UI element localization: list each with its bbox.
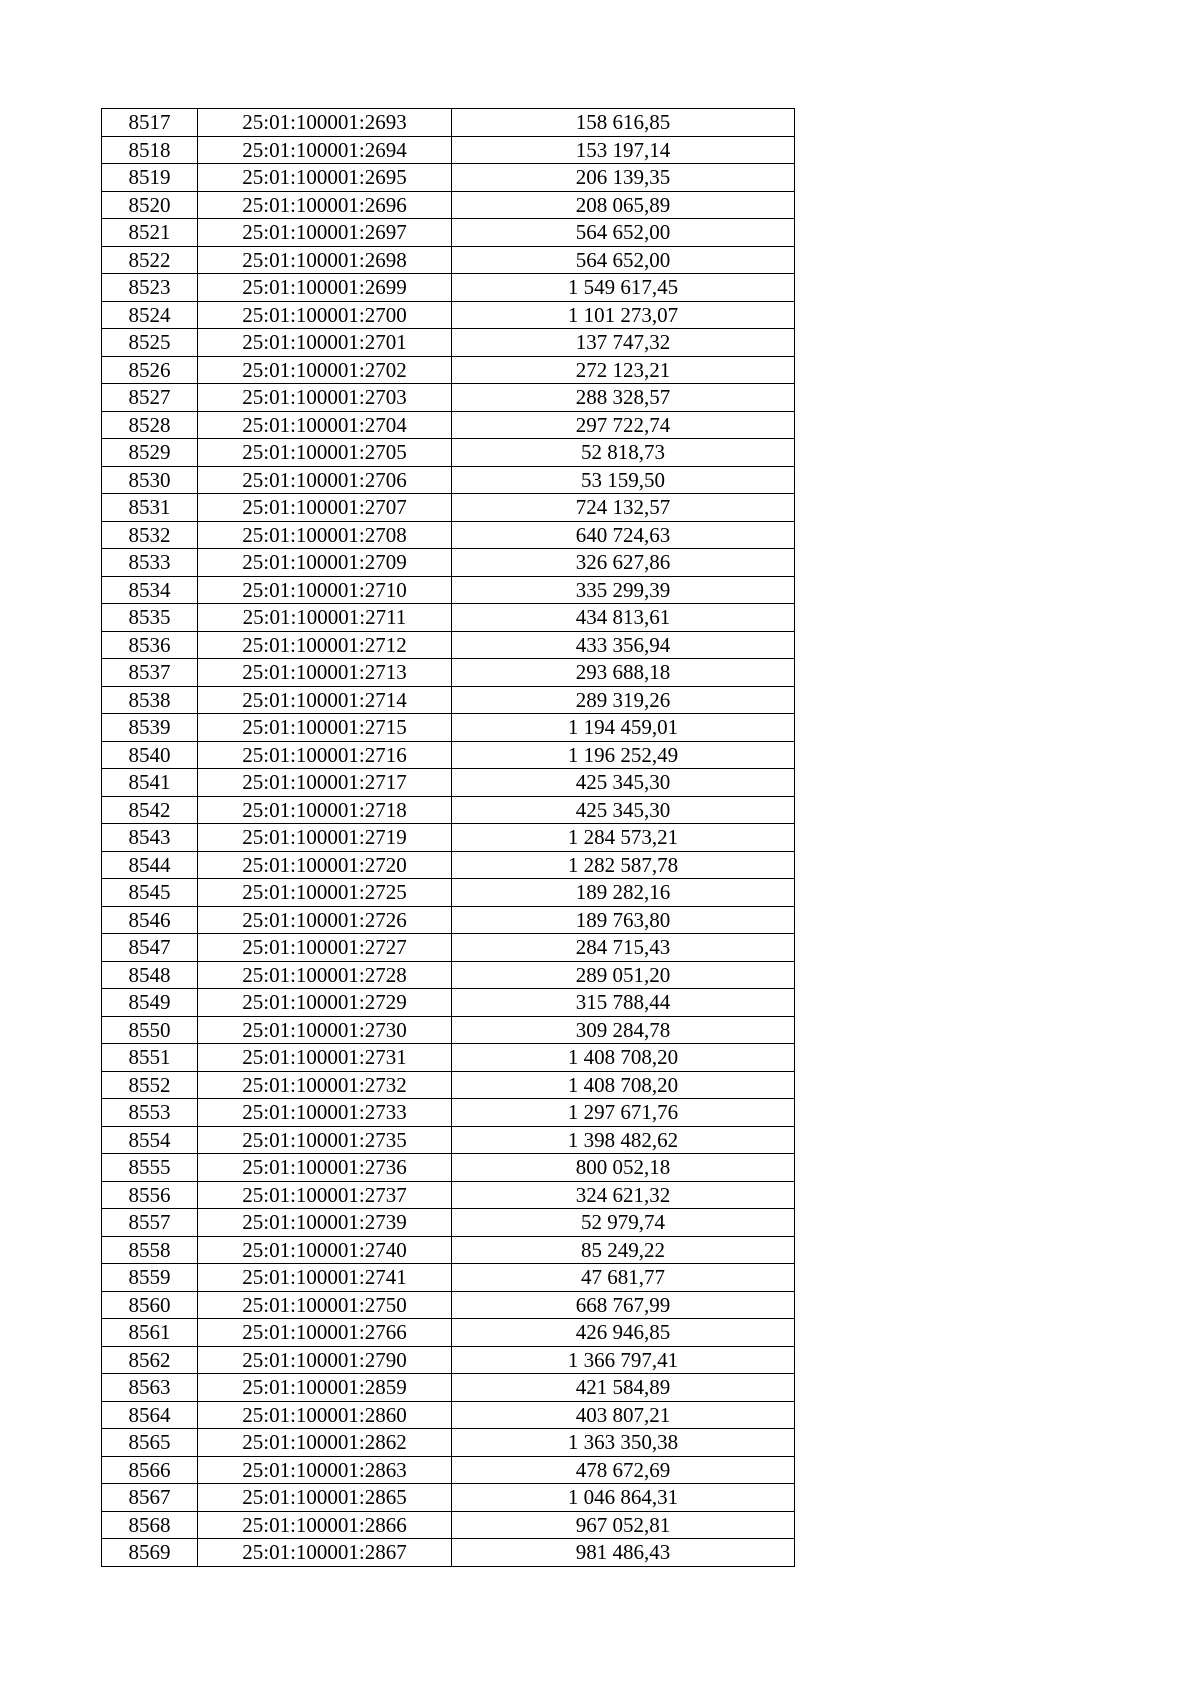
cadastral-number-cell: 25:01:100001:2750: [198, 1291, 452, 1319]
cadastral-number-cell: 25:01:100001:2866: [198, 1511, 452, 1539]
cadastral-number-cell: 25:01:100001:2790: [198, 1346, 452, 1374]
cadastral-number-cell: 25:01:100001:2720: [198, 851, 452, 879]
row-number-cell: 8547: [102, 934, 198, 962]
cadastral-value-cell: 309 284,78: [452, 1016, 795, 1044]
cadastral-number-cell: 25:01:100001:2728: [198, 961, 452, 989]
row-number-cell: 8568: [102, 1511, 198, 1539]
cadastral-number-cell: 25:01:100001:2706: [198, 466, 452, 494]
table-row: [102, 549, 795, 577]
cadastral-number-cell: 25:01:100001:2697: [198, 219, 452, 247]
row-number-cell: 8538: [102, 686, 198, 714]
row-number-cell: 8537: [102, 659, 198, 687]
cadastral-number-cell: 25:01:100001:2702: [198, 356, 452, 384]
row-number-cell: 8523: [102, 274, 198, 302]
table-row: [102, 1456, 795, 1484]
row-number-cell: 8555: [102, 1154, 198, 1182]
cadastral-value-cell: 293 688,18: [452, 659, 795, 687]
cadastral-value-cell: 403 807,21: [452, 1401, 795, 1429]
cadastral-value-cell: 564 652,00: [452, 246, 795, 274]
cadastral-value-table: [101, 108, 795, 1567]
row-number-cell: 8518: [102, 136, 198, 164]
cadastral-number-cell: 25:01:100001:2726: [198, 906, 452, 934]
cadastral-value-cell: 206 139,35: [452, 164, 795, 192]
row-number-cell: 8517: [102, 109, 198, 137]
row-number-cell: 8543: [102, 824, 198, 852]
cadastral-number-cell: 25:01:100001:2731: [198, 1044, 452, 1072]
row-number-cell: 8520: [102, 191, 198, 219]
table-row: [102, 411, 795, 439]
table-row: [102, 191, 795, 219]
cadastral-value-cell: 208 065,89: [452, 191, 795, 219]
row-number-cell: 8532: [102, 521, 198, 549]
cadastral-number-cell: 25:01:100001:2865: [198, 1484, 452, 1512]
cadastral-value-cell: 1 284 573,21: [452, 824, 795, 852]
cadastral-number-cell: 25:01:100001:2859: [198, 1374, 452, 1402]
cadastral-value-cell: 564 652,00: [452, 219, 795, 247]
cadastral-number-cell: 25:01:100001:2732: [198, 1071, 452, 1099]
table-row: [102, 219, 795, 247]
table-row: [102, 879, 795, 907]
cadastral-value-cell: 1 366 797,41: [452, 1346, 795, 1374]
table-row: [102, 136, 795, 164]
cadastral-value-cell: 1 549 617,45: [452, 274, 795, 302]
cadastral-number-cell: 25:01:100001:2710: [198, 576, 452, 604]
table-row: [102, 1264, 795, 1292]
table-row: [102, 989, 795, 1017]
row-number-cell: 8519: [102, 164, 198, 192]
cadastral-number-cell: 25:01:100001:2860: [198, 1401, 452, 1429]
table-row: [102, 301, 795, 329]
table-row: [102, 604, 795, 632]
row-number-cell: 8548: [102, 961, 198, 989]
cadastral-number-cell: 25:01:100001:2716: [198, 741, 452, 769]
cadastral-value-cell: 1 398 482,62: [452, 1126, 795, 1154]
row-number-cell: 8541: [102, 769, 198, 797]
table-row: [102, 714, 795, 742]
cadastral-value-cell: 640 724,63: [452, 521, 795, 549]
cadastral-number-cell: 25:01:100001:2766: [198, 1319, 452, 1347]
cadastral-number-cell: 25:01:100001:2736: [198, 1154, 452, 1182]
cadastral-value-cell: 137 747,32: [452, 329, 795, 357]
table-row: [102, 1401, 795, 1429]
cadastral-number-cell: 25:01:100001:2701: [198, 329, 452, 357]
cadastral-value-cell: 1 408 708,20: [452, 1071, 795, 1099]
row-number-cell: 8533: [102, 549, 198, 577]
row-number-cell: 8562: [102, 1346, 198, 1374]
table-row: [102, 164, 795, 192]
cadastral-value-cell: 478 672,69: [452, 1456, 795, 1484]
cadastral-number-cell: 25:01:100001:2713: [198, 659, 452, 687]
row-number-cell: 8525: [102, 329, 198, 357]
cadastral-number-cell: 25:01:100001:2695: [198, 164, 452, 192]
row-number-cell: 8534: [102, 576, 198, 604]
cadastral-number-cell: 25:01:100001:2703: [198, 384, 452, 412]
cadastral-value-cell: 189 282,16: [452, 879, 795, 907]
cadastral-value-cell: 1 297 671,76: [452, 1099, 795, 1127]
table-row: [102, 686, 795, 714]
table-row: [102, 906, 795, 934]
table-row: [102, 961, 795, 989]
row-number-cell: 8557: [102, 1209, 198, 1237]
table-row: [102, 934, 795, 962]
row-number-cell: 8546: [102, 906, 198, 934]
cadastral-number-cell: 25:01:100001:2863: [198, 1456, 452, 1484]
row-number-cell: 8545: [102, 879, 198, 907]
row-number-cell: 8569: [102, 1539, 198, 1567]
row-number-cell: 8565: [102, 1429, 198, 1457]
table-row: [102, 1016, 795, 1044]
row-number-cell: 8556: [102, 1181, 198, 1209]
row-number-cell: 8529: [102, 439, 198, 467]
cadastral-number-cell: 25:01:100001:2712: [198, 631, 452, 659]
table-row: [102, 1374, 795, 1402]
row-number-cell: 8561: [102, 1319, 198, 1347]
table-row: [102, 576, 795, 604]
table-row: [102, 1511, 795, 1539]
table-row: [102, 1484, 795, 1512]
cadastral-value-cell: 1 194 459,01: [452, 714, 795, 742]
cadastral-number-cell: 25:01:100001:2698: [198, 246, 452, 274]
row-number-cell: 8522: [102, 246, 198, 274]
cadastral-value-cell: 335 299,39: [452, 576, 795, 604]
cadastral-value-cell: 289 319,26: [452, 686, 795, 714]
table-row: [102, 1044, 795, 1072]
table-row: [102, 796, 795, 824]
cadastral-number-cell: 25:01:100001:2740: [198, 1236, 452, 1264]
cadastral-number-cell: 25:01:100001:2741: [198, 1264, 452, 1292]
row-number-cell: 8524: [102, 301, 198, 329]
cadastral-number-cell: 25:01:100001:2719: [198, 824, 452, 852]
table-row: [102, 769, 795, 797]
cadastral-number-cell: 25:01:100001:2700: [198, 301, 452, 329]
cadastral-number-cell: 25:01:100001:2707: [198, 494, 452, 522]
cadastral-number-cell: 25:01:100001:2739: [198, 1209, 452, 1237]
cadastral-value-cell: 289 051,20: [452, 961, 795, 989]
cadastral-number-cell: 25:01:100001:2717: [198, 769, 452, 797]
cadastral-value-cell: 800 052,18: [452, 1154, 795, 1182]
row-number-cell: 8559: [102, 1264, 198, 1292]
row-number-cell: 8566: [102, 1456, 198, 1484]
cadastral-number-cell: 25:01:100001:2715: [198, 714, 452, 742]
cadastral-value-cell: 189 763,80: [452, 906, 795, 934]
cadastral-value-cell: 1 046 864,31: [452, 1484, 795, 1512]
row-number-cell: 8539: [102, 714, 198, 742]
table-row: [102, 1539, 795, 1567]
cadastral-value-cell: 52 979,74: [452, 1209, 795, 1237]
row-number-cell: 8552: [102, 1071, 198, 1099]
row-number-cell: 8542: [102, 796, 198, 824]
cadastral-value-cell: 324 621,32: [452, 1181, 795, 1209]
cadastral-value-cell: 272 123,21: [452, 356, 795, 384]
row-number-cell: 8535: [102, 604, 198, 632]
cadastral-value-cell: 668 767,99: [452, 1291, 795, 1319]
row-number-cell: 8527: [102, 384, 198, 412]
cadastral-number-cell: 25:01:100001:2693: [198, 109, 452, 137]
row-number-cell: 8531: [102, 494, 198, 522]
cadastral-value-cell: 153 197,14: [452, 136, 795, 164]
table-row: [102, 329, 795, 357]
cadastral-value-cell: 47 681,77: [452, 1264, 795, 1292]
cadastral-number-cell: 25:01:100001:2704: [198, 411, 452, 439]
table-row: [102, 356, 795, 384]
table-row: [102, 1236, 795, 1264]
cadastral-value-cell: 53 159,50: [452, 466, 795, 494]
cadastral-value-cell: 434 813,61: [452, 604, 795, 632]
cadastral-number-cell: 25:01:100001:2727: [198, 934, 452, 962]
table-row: [102, 1319, 795, 1347]
table-row: [102, 521, 795, 549]
table-row: [102, 1291, 795, 1319]
cadastral-value-cell: 326 627,86: [452, 549, 795, 577]
cadastral-value-cell: 1 282 587,78: [452, 851, 795, 879]
table-row: [102, 439, 795, 467]
table-row: [102, 1429, 795, 1457]
table-row: [102, 1154, 795, 1182]
cadastral-value-cell: 284 715,43: [452, 934, 795, 962]
table-row: [102, 494, 795, 522]
row-number-cell: 8549: [102, 989, 198, 1017]
row-number-cell: 8530: [102, 466, 198, 494]
table-row: [102, 109, 795, 137]
row-number-cell: 8563: [102, 1374, 198, 1402]
cadastral-value-cell: 1 363 350,38: [452, 1429, 795, 1457]
cadastral-value-cell: 981 486,43: [452, 1539, 795, 1567]
cadastral-number-cell: 25:01:100001:2714: [198, 686, 452, 714]
cadastral-number-cell: 25:01:100001:2705: [198, 439, 452, 467]
row-number-cell: 8558: [102, 1236, 198, 1264]
row-number-cell: 8521: [102, 219, 198, 247]
row-number-cell: 8526: [102, 356, 198, 384]
table-row: [102, 1209, 795, 1237]
cadastral-value-cell: 52 818,73: [452, 439, 795, 467]
cadastral-number-cell: 25:01:100001:2735: [198, 1126, 452, 1154]
cadastral-value-cell: 1 408 708,20: [452, 1044, 795, 1072]
cadastral-number-cell: 25:01:100001:2867: [198, 1539, 452, 1567]
row-number-cell: 8553: [102, 1099, 198, 1127]
cadastral-value-cell: 297 722,74: [452, 411, 795, 439]
row-number-cell: 8528: [102, 411, 198, 439]
row-number-cell: 8564: [102, 1401, 198, 1429]
table-row: [102, 1346, 795, 1374]
cadastral-value-cell: 158 616,85: [452, 109, 795, 137]
row-number-cell: 8551: [102, 1044, 198, 1072]
cadastral-number-cell: 25:01:100001:2725: [198, 879, 452, 907]
cadastral-number-cell: 25:01:100001:2709: [198, 549, 452, 577]
table-row: [102, 659, 795, 687]
cadastral-number-cell: 25:01:100001:2708: [198, 521, 452, 549]
cadastral-number-cell: 25:01:100001:2711: [198, 604, 452, 632]
row-number-cell: 8550: [102, 1016, 198, 1044]
table-row: [102, 631, 795, 659]
table-row: [102, 1099, 795, 1127]
cadastral-number-cell: 25:01:100001:2730: [198, 1016, 452, 1044]
cadastral-number-cell: 25:01:100001:2862: [198, 1429, 452, 1457]
table-row: [102, 851, 795, 879]
row-number-cell: 8540: [102, 741, 198, 769]
cadastral-value-cell: 85 249,22: [452, 1236, 795, 1264]
table-row: [102, 824, 795, 852]
row-number-cell: 8567: [102, 1484, 198, 1512]
cadastral-number-cell: 25:01:100001:2694: [198, 136, 452, 164]
cadastral-number-cell: 25:01:100001:2729: [198, 989, 452, 1017]
table-row: [102, 274, 795, 302]
table-row: [102, 384, 795, 412]
table-row: [102, 246, 795, 274]
cadastral-number-cell: 25:01:100001:2699: [198, 274, 452, 302]
cadastral-value-cell: 425 345,30: [452, 796, 795, 824]
table-row: [102, 741, 795, 769]
cadastral-value-cell: 433 356,94: [452, 631, 795, 659]
cadastral-value-cell: 724 132,57: [452, 494, 795, 522]
cadastral-value-cell: 425 345,30: [452, 769, 795, 797]
cadastral-number-cell: 25:01:100001:2718: [198, 796, 452, 824]
table-row: [102, 1126, 795, 1154]
row-number-cell: 8554: [102, 1126, 198, 1154]
table-body: [102, 109, 795, 1567]
cadastral-value-cell: 967 052,81: [452, 1511, 795, 1539]
cadastral-value-cell: 288 328,57: [452, 384, 795, 412]
row-number-cell: 8560: [102, 1291, 198, 1319]
cadastral-value-cell: 421 584,89: [452, 1374, 795, 1402]
cadastral-value-cell: 315 788,44: [452, 989, 795, 1017]
cadastral-value-cell: 1 101 273,07: [452, 301, 795, 329]
cadastral-number-cell: 25:01:100001:2737: [198, 1181, 452, 1209]
cadastral-value-cell: 426 946,85: [452, 1319, 795, 1347]
cadastral-number-cell: 25:01:100001:2733: [198, 1099, 452, 1127]
table-row: [102, 1181, 795, 1209]
table-row: [102, 1071, 795, 1099]
row-number-cell: 8536: [102, 631, 198, 659]
cadastral-value-cell: 1 196 252,49: [452, 741, 795, 769]
cadastral-number-cell: 25:01:100001:2696: [198, 191, 452, 219]
table-row: [102, 466, 795, 494]
row-number-cell: 8544: [102, 851, 198, 879]
